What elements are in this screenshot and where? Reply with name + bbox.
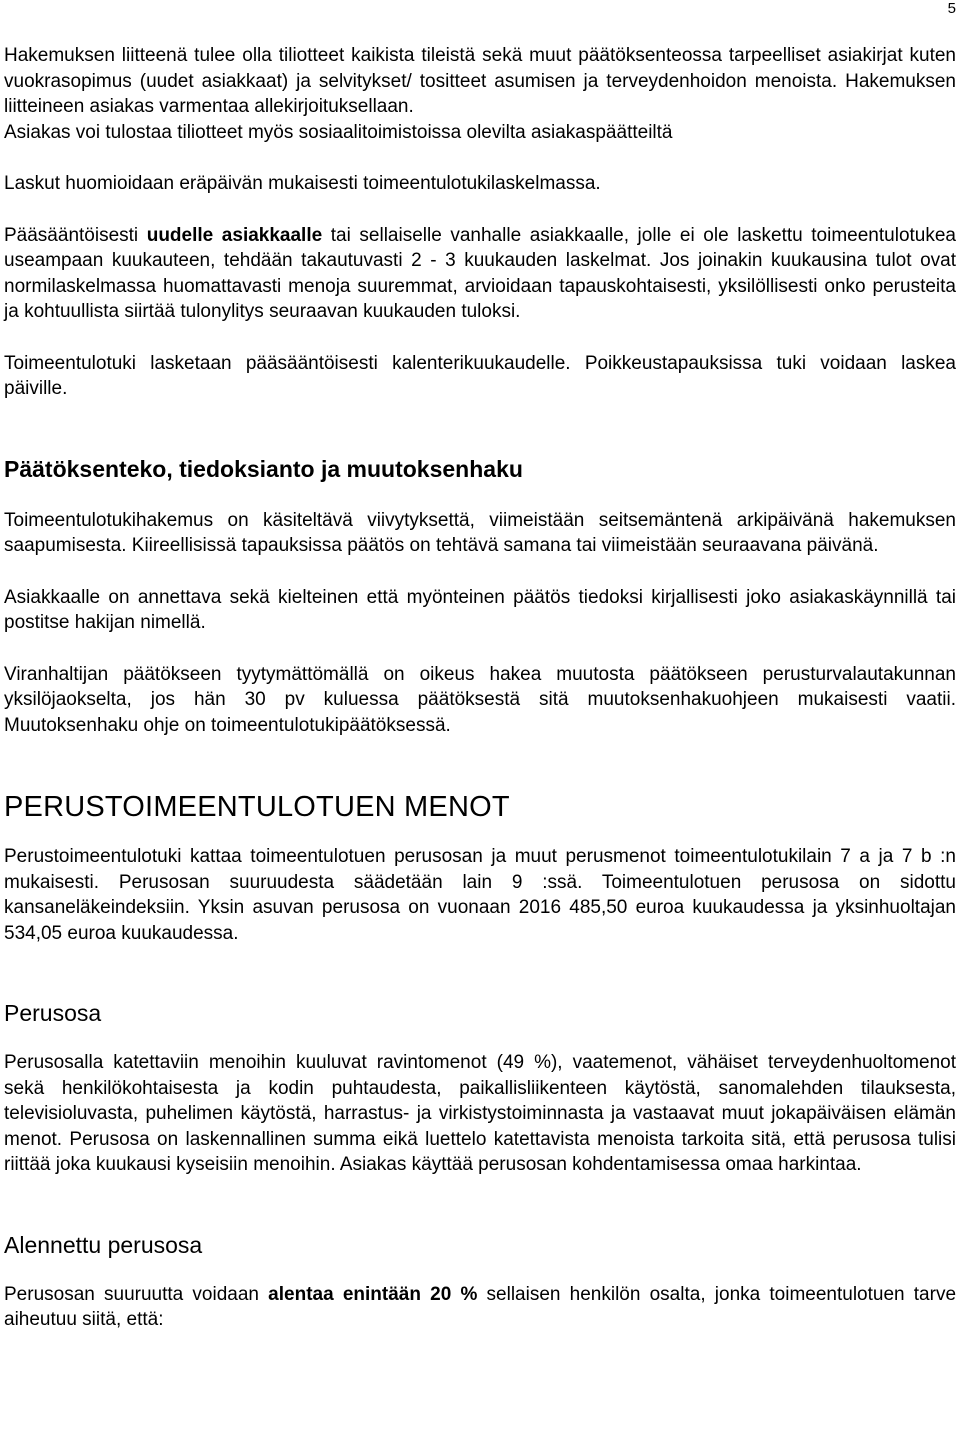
decision-paragraph-1: Toimeentulotukihakemus on käsiteltävä viivytyksettä, viimeistään seitsemäntenä arkipäivänä hakemuksen saapumisesta. Kiireellisissä tapauksissa päätös on tehtävä samana tai viimeistään seuraavana päivänä. [4, 509, 956, 556]
decision-paragraph-2: Asiakkaalle on annettava sekä kielteinen että myönteinen päätös tiedoksi kirjallisesti joko asiakaskäynnillä tai postitse hakijan nimellä. [4, 586, 956, 633]
intro-paragraph-3-rest: tai sellaiselle vanhalle asiakkaalle, jolle ei ole laskettu toimeentulotukea useampaan kuukauteen, tehdään takautuvasti 2 - 3 kuukauden laskelmat. Jos joinakin kuukausina tulot ovat normilaskelmassa huomattavasti menoja suuremmat, arvioidaan tapauskohtaisesti, yksilöllisesti onko perusteita ja kohtuullista siirtää tulonylitys seuraavan kuukauden tuloksi. [4, 224, 956, 322]
intro-paragraph-1: Hakemuksen liitteenä tulee olla tiliotteet kaikista tileistä sekä muut päätöksenteossa tarpeelliset asiakirjat kuten vuokrasopimus (uudet asiakkaat) ja selvitykset/ tositteet asumisen ja terveydenhoidon menoista. Hakemuksen liitteineen asiakas varmentaa allekirjoituksellaan. [4, 45, 956, 117]
reduced-paragraph-1-start: Perusosan suuruutta voidaan [4, 1283, 269, 1305]
intro-paragraph-3-start: Pääsääntöisesti [4, 224, 147, 246]
reduced-heading: Alennettu perusosa [4, 1231, 203, 1258]
basic-heading: Perusosa [4, 1000, 102, 1026]
decision-paragraph-3: Viranhaltijan päätökseen tyytymättömällä on oikeus hakea muutosta päätökseen perusturvalautakunnan yksilöjaokselta, jos hän 30 pv kuluessa päätöksestä sitä muutoksenhakuohjeen mukaisesti vaatii. Muutoksenhaku ohje on toimeentulotukipäätöksessä. [4, 663, 956, 736]
reduced-paragraph-1-rest: sellaisen henkilön osalta, jonka toimeentulotuen tarve aiheutuu siitä, että: [4, 1283, 957, 1330]
intro-paragraph-4: Toimeentulotuki lasketaan pääsääntöisesti kalenterikuukaudelle. Poikkeustapauksissa tuki voidaan laskea päiville. [4, 352, 956, 399]
basic-paragraph-1: Perusosalla katettaviin menoihin kuuluvat ravintomenot (49 %), vaatemenot, vähäiset terveydenhuoltomenot sekä henkilökohtaisesta ja kodin puhtaudesta, paikallisliikenteen käytöstä, sanomalehden tilauksesta, televisioluvasta, puhelimen käytöstä, harrastus- ja virkistystoiminnasta ja vastaavat muut jokapäiväisen elämän menot. Perusosa on laskennallinen summa eikä luettelo katettavista menoista tarkoita sitä, että perusosa tulisi riittää joka kuukausi kyseisiin menoihin. Asiakas käyttää perusosan kohdentamisessa omaa harkintaa. [4, 1052, 956, 1175]
intro-paragraph-3-bold: uudelle asiakkaalle [146, 224, 323, 246]
expenses-paragraph-1: Perustoimeentulotuki kattaa toimeentulotuen perusosan ja muut perusmenot toimeentulotukilain 7 a ja 7 b :n mukaisesti. Perusosan suuruudesta säädetään lain 9 :ssä. Toimeentulotuen perusosa on sidottu kansaneläkeindeksiin. Yksin asuvan perusosa on vuonaan 2016 485,50 euroa kuukaudessa ja yksinhuoltajan 534,05 euroa kuukaudessa. [4, 846, 956, 944]
intro-paragraph-1-continued: Asiakas voi tulostaa tiliotteet myös sosiaalitoimistoissa olevilta asiakaspäätteiltä [4, 121, 673, 143]
reduced-paragraph-1 [4, 1282, 956, 1333]
document-body [4, 43, 956, 1359]
intro-paragraph-3 [4, 223, 956, 325]
reduced-paragraph-1-bold: alentaa enintään 20 % [268, 1283, 478, 1305]
intro-paragraph-2: Laskut huomioidaan eräpäivän mukaisesti toimeentulotukilaskelmassa. [4, 173, 601, 194]
page-number: 5 [947, 0, 956, 17]
expenses-heading: PERUSTOIMEENTULOTUEN MENOT [4, 791, 510, 823]
decision-heading: Päätöksenteko, tiedoksianto ja muutoksenhaku [4, 455, 523, 482]
